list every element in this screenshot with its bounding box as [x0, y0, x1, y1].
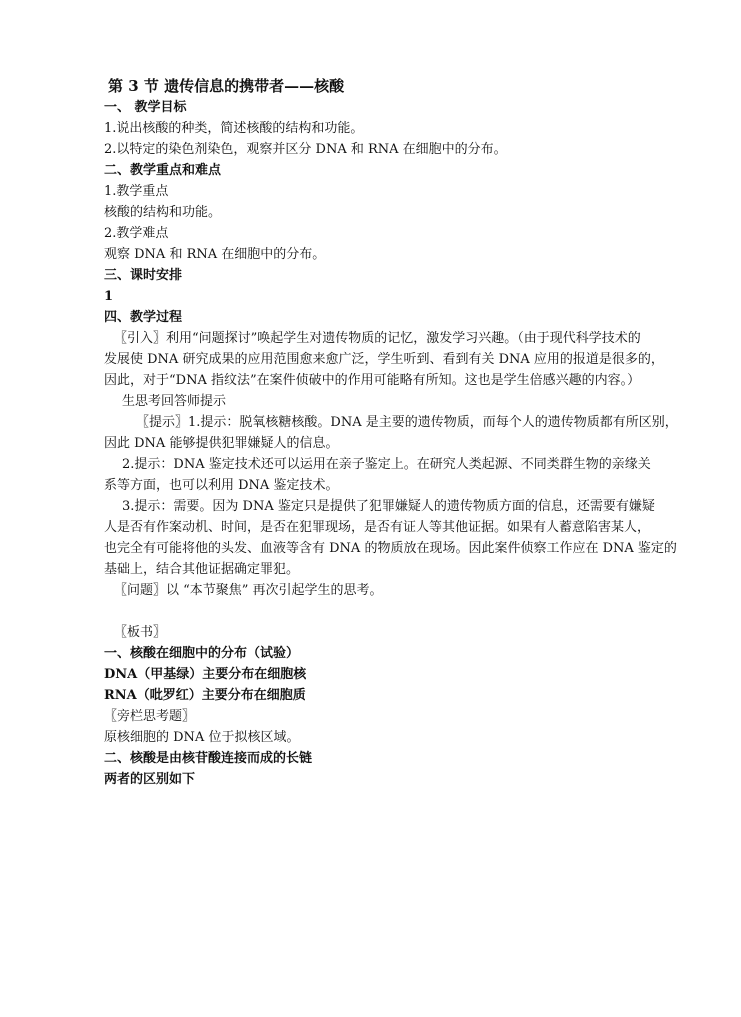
hours-value: 1: [104, 289, 114, 304]
intro-line-2: 发展使 DNA 研究成果的应用范围愈来愈广泛，学生听到、看到有关 DNA 应用的报道是很多的，: [104, 352, 664, 367]
board-item-1: 一、核酸在细胞中的分布（试验）: [104, 646, 300, 661]
tip2-line-2: 系等方面，也可以利用 DNA 鉴定技术。: [104, 478, 339, 493]
sidebar-question-label: 〖旁栏思考题〗: [104, 709, 196, 724]
board-label: 〖板书〗: [114, 625, 167, 640]
student-response: 生思考回答师提示: [122, 394, 227, 409]
heading-key-difficult: 二、教学重点和难点: [104, 163, 222, 178]
tip1-line-2: 因此 DNA 能够提供犯罪嫌疑人的信息。: [104, 436, 339, 451]
heading-process: 四、教学过程: [104, 310, 183, 325]
tip3-line-2: 人是否有作案动机、时间，是否在犯罪现场，是否有证人等其他证据。如果有人蓄意陷害某人，: [104, 520, 651, 535]
sidebar-question-answer: 原核细胞的 DNA 位于拟核区域。: [104, 730, 300, 745]
heading-goals: 一、 教学目标: [104, 100, 187, 115]
tip3-line-4: 基础上，结合其他证据确定罪犯。: [104, 562, 300, 577]
difficult-text: 观察 DNA 和 RNA 在细胞中的分布。: [104, 247, 326, 262]
board-item-rna: RNA（吡罗红）主要分布在细胞质: [104, 688, 306, 703]
board-item-2: 二、核酸是由核苷酸连接而成的长链: [104, 751, 313, 766]
key-label: 1.教学重点: [104, 184, 169, 199]
doc-title: 第 3 节 遗传信息的携带者——核酸: [108, 77, 345, 95]
tip3-line-3: 也完全有可能将他的头发、血液等含有 DNA 的物质放在现场。因此案件侦察工作应在 DNA 鉴定的: [104, 541, 677, 556]
tip3-line-1: 3.提示：需要。因为 DNA 鉴定只是提供了犯罪嫌疑人的遗传物质方面的信息，还需要有嫌疑: [122, 499, 655, 514]
intro-line-1: 〖引入〗利用“问题探讨”唤起学生对遗传物质的记忆，激发学习兴趣。（由于现代科学技术的: [114, 331, 641, 346]
difficult-label: 2.教学难点: [104, 226, 169, 241]
question-line: 〖问题〗以 “本节聚焦” 再次引起学生的思考。: [114, 583, 383, 598]
goal-2: 2.以特定的染色剂染色，观察并区分 DNA 和 RNA 在细胞中的分布。: [104, 142, 507, 157]
board-item-difference: 两者的区别如下: [104, 772, 196, 787]
heading-hours: 三、课时安排: [104, 268, 183, 283]
key-text: 核酸的结构和功能。: [104, 205, 222, 220]
tip2-line-1: 2.提示：DNA 鉴定技术还可以运用在亲子鉴定上。在研究人类起源、不同类群生物的亲缘关: [122, 457, 651, 472]
goal-1: 1.说出核酸的种类，简述核酸的结构和功能。: [104, 121, 364, 136]
tip1-line-1: 〖提示〗1.提示：脱氧核糖核酸。DNA 是主要的遗传物质，而每个人的遗传物质都有所区别，: [136, 415, 678, 430]
board-item-dna: DNA（甲基绿）主要分布在细胞核: [104, 667, 307, 682]
intro-line-3: 因此，对于“DNA 指纹法”在案件侦破中的作用可能略有所知。这也是学生倍感兴趣的内容。）: [104, 373, 641, 388]
